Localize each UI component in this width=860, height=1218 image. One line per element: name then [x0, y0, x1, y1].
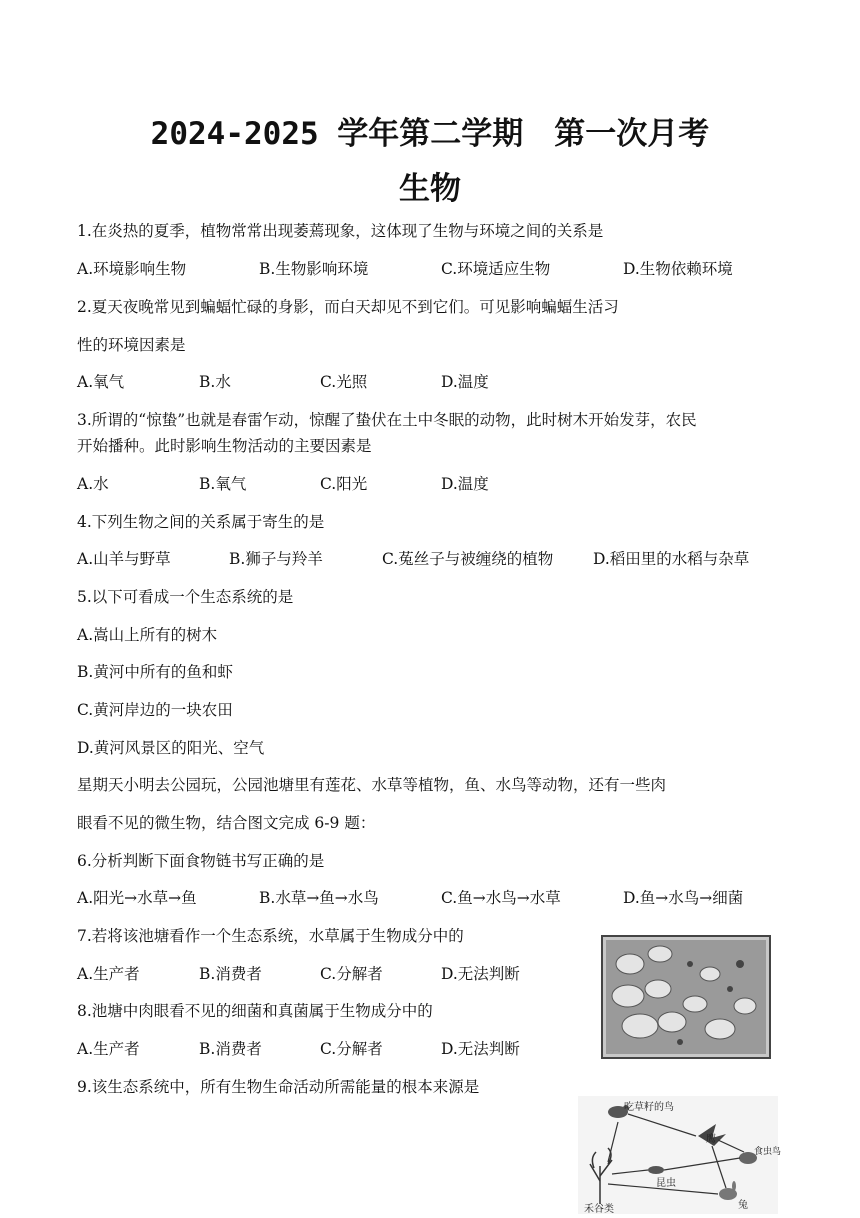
q7-option-a[interactable]: A.生产者	[77, 965, 140, 983]
question-2-stem-line2: 性的环境因素是	[77, 336, 186, 354]
q8-option-c[interactable]: C.分解者	[320, 1040, 383, 1058]
question-6-stem: 6.分析判断下面食物链书写正确的是	[77, 852, 325, 870]
pond-photo-image	[600, 934, 772, 1060]
question-2-stem-line1: 2.夏天夜晚常见到蝙蝠忙碌的身影，而白天却见不到它们。可见影响蝙蝠生活习	[77, 298, 619, 316]
q2-option-d[interactable]: D.温度	[441, 373, 489, 391]
exam-title: 2024-2025 学年第二学期 第一次月考	[150, 116, 710, 152]
q8-option-b[interactable]: B.消费者	[199, 1040, 262, 1058]
food-web-label-insect: 昆虫	[656, 1178, 676, 1189]
q1-option-c[interactable]: C.环境适应生物	[441, 260, 551, 278]
q5-option-d[interactable]: D.黄河风景区的阳光、空气	[77, 739, 265, 757]
q4-option-a[interactable]: A.山羊与野草	[77, 550, 171, 568]
food-web-diagram	[578, 1096, 782, 1215]
food-web-label-hawk: 鹰	[706, 1134, 716, 1145]
q8-option-a[interactable]: A.生产者	[77, 1040, 140, 1058]
passage-line-1: 星期天小明去公园玩，公园池塘里有莲花、水草等植物，鱼、水鸟等动物，还有一些肉	[77, 776, 667, 794]
q1-option-b[interactable]: B.生物影响环境	[259, 260, 369, 278]
question-3-stem-line2: 开始播种。此时影响生物活动的主要因素是	[77, 437, 372, 455]
food-web-label-insect-bird: 食虫鸟	[754, 1147, 782, 1157]
question-4-stem: 4.下列生物之间的关系属于寄生的是	[77, 513, 325, 531]
q1-option-d[interactable]: D.生物依赖环境	[623, 260, 733, 278]
exam-subject: 生物	[399, 171, 461, 207]
q6-option-a[interactable]: A.阳光→水草→鱼	[77, 889, 197, 907]
q3-option-c[interactable]: C.阳光	[320, 475, 368, 493]
passage-line-2: 眼看不见的微生物，结合图文完成 6-9 题：	[77, 814, 376, 832]
q6-option-c[interactable]: C.鱼→水鸟→水草	[441, 889, 561, 907]
q7-option-d[interactable]: D.无法判断	[441, 965, 520, 983]
q2-option-c[interactable]: C.光照	[320, 373, 368, 391]
question-8-stem: 8.池塘中肉眼看不见的细菌和真菌属于生物成分中的	[77, 1002, 433, 1020]
q5-option-a[interactable]: A.嵩山上所有的树木	[77, 626, 218, 644]
q4-option-b[interactable]: B.狮子与羚羊	[229, 550, 323, 568]
q4-option-d[interactable]: D.稻田里的水稻与杂草	[593, 550, 750, 568]
q7-option-c[interactable]: C.分解者	[320, 965, 383, 983]
q3-option-a[interactable]: A.水	[77, 475, 109, 493]
q3-option-d[interactable]: D.温度	[441, 475, 489, 493]
question-9-stem: 9.该生态系统中，所有生物生命活动所需能量的根本来源是	[77, 1078, 480, 1096]
pond-photo	[600, 934, 772, 1060]
question-5-stem: 5.以下可看成一个生态系统的是	[77, 588, 294, 606]
q6-option-b[interactable]: B.水草→鱼→水鸟	[259, 889, 379, 907]
q2-option-b[interactable]: B.水	[199, 373, 231, 391]
q1-option-a[interactable]: A.环境影响生物	[77, 260, 187, 278]
q7-option-b[interactable]: B.消费者	[199, 965, 262, 983]
question-3-stem-line1: 3.所谓的“惊蛰”也就是春雷乍动，惊醒了蛰伏在土中冬眠的动物，此时树木开始发芽，农民	[77, 411, 697, 429]
food-web-label-rabbit: 兔	[738, 1200, 748, 1211]
question-1-stem: 1.在炎热的夏季，植物常常出现萎蔫现象，这体现了生物与环境之间的关系是	[77, 222, 604, 240]
q6-option-d[interactable]: D.鱼→水鸟→细菌	[623, 889, 744, 907]
q5-option-c[interactable]: C.黄河岸边的一块农田	[77, 701, 233, 719]
food-web-figure	[578, 1096, 782, 1215]
q8-option-d[interactable]: D.无法判断	[441, 1040, 520, 1058]
q3-option-b[interactable]: B.氧气	[199, 475, 247, 493]
q5-option-b[interactable]: B.黄河中所有的鱼和虾	[77, 663, 233, 681]
food-web-label-grain: 禾谷类	[584, 1204, 614, 1215]
food-web-label-seed-bird: 吃草籽的鸟	[624, 1102, 674, 1113]
question-7-stem: 7.若将该池塘看作一个生态系统，水草属于生物成分中的	[77, 927, 464, 945]
q4-option-c[interactable]: C.菟丝子与被缠绕的植物	[382, 550, 554, 568]
insect-icon	[648, 1166, 664, 1174]
q2-option-a[interactable]: A.氧气	[77, 373, 125, 391]
